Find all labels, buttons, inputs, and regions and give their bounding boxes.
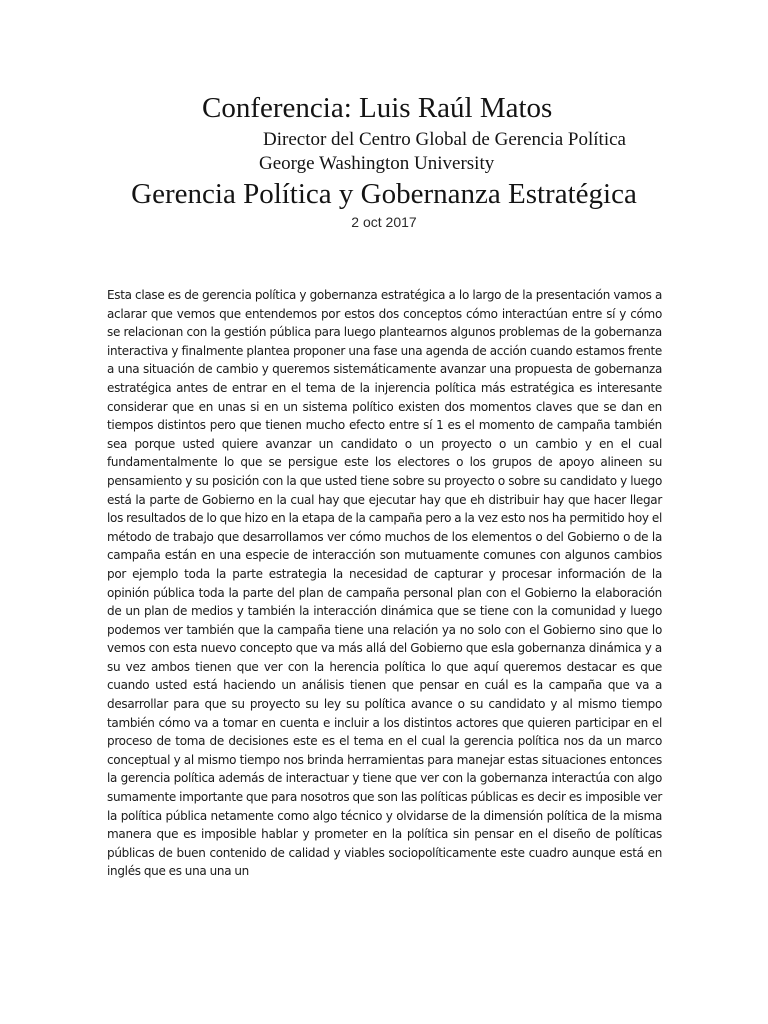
transcript-paragraph: Esta clase es de gerencia política y gobernanza estratégica a lo largo de la presentación vamos a aclarar que vemos que entendemos por estos dos conceptos cómo interactúan entre sí y cómo se relacionan con la gestión pública para luego plantearnos algunos problemas de la gobernanza interactiva y finalmente plantea proponer una fase una agenda de acción cuando estamos frente a una situación de cambio y queremos sistemáticamente avanzar una propuesta de gobernanza estratégica antes de entrar en el tema de la injerencia política más estratégica es interesante considerar que en unas si en un sistema político existen dos momentos claves que se dan en tiempos distintos pero que tienen mucho efecto entre sí 1 es el momento de campaña también sea porque usted quiere avanzar un candidato o un proyecto o un cambio y en el cual fundamentalmente lo que se persigue este los electores o los grupos de apoyo alineen su pensamiento y su posición con la que usted tiene sobre su proyecto o sobre su candidato y luego está la parte de Gobierno en la cual hay que ejecutar hay que eh distribuir hay que hacer llegar los resultados de lo que hizo en la etapa de la campaña pero a la vez esto nos ha permitido hoy el método de trabajo que desarrollamos ver cómo muchos de los elementos o del Gobierno o de la campaña están en una especie de interacción son mutuamente comunes con algunos cambios por ejemplo toda la parte estrategia la necesidad de capturar y procesar información de la opinión pública toda la parte del plan de campaña personal plan con el Gobierno la elaboración de un plan de medios y también la interacción dinámica que se tiene con la comunidad y luego podemos ver también que la campaña tiene una relación ya no solo con el Gobierno sino que lo vemos con esta nuevo concepto que va más allá del Gobierno que esla gobernanza dinámica y a su vez ambos tienen que ver con la herencia política lo que aquí queremos destacar es que cuando usted está haciendo un análisis tienen que pensar en cuál es la campaña que va a desarrollar para que su proyecto su ley su política avance o su candidato y al mismo tiempo también cómo va a tomar en cuenta e incluir a los distintos actores que quieren participar en el proceso de toma de decisiones este es el tema en el cual la gerencia política nos da un marco conceptual y al mismo tiempo nos brinda herramientas para manejar estas situaciones entonces la gerencia política además de interactuar y tiene que ver con la gobernanza interactúa con algo sumamente importante que para nosotros que son las políticas públicas es decir es imposible ver la política pública netamente como algo técnico y olvidarse de la dimensión política de la misma manera que es imposible hablar y prometer en la política sin pensar en el diseño de políticas públicas de buen contenido de calidad y viables sociopolíticamente este cuadro aunque está en inglés que es una una un — [107, 288, 662, 879]
conference-title: Conferencia: Luis Raúl Matos — [202, 92, 553, 124]
speaker-position: Director del Centro Global de Gerencia Política — [263, 129, 626, 150]
speaker-university: George Washington University — [259, 153, 495, 174]
talk-date: 2 oct 2017 — [351, 214, 417, 230]
talk-title: Gerencia Política y Gobernanza Estratégica — [131, 178, 637, 210]
